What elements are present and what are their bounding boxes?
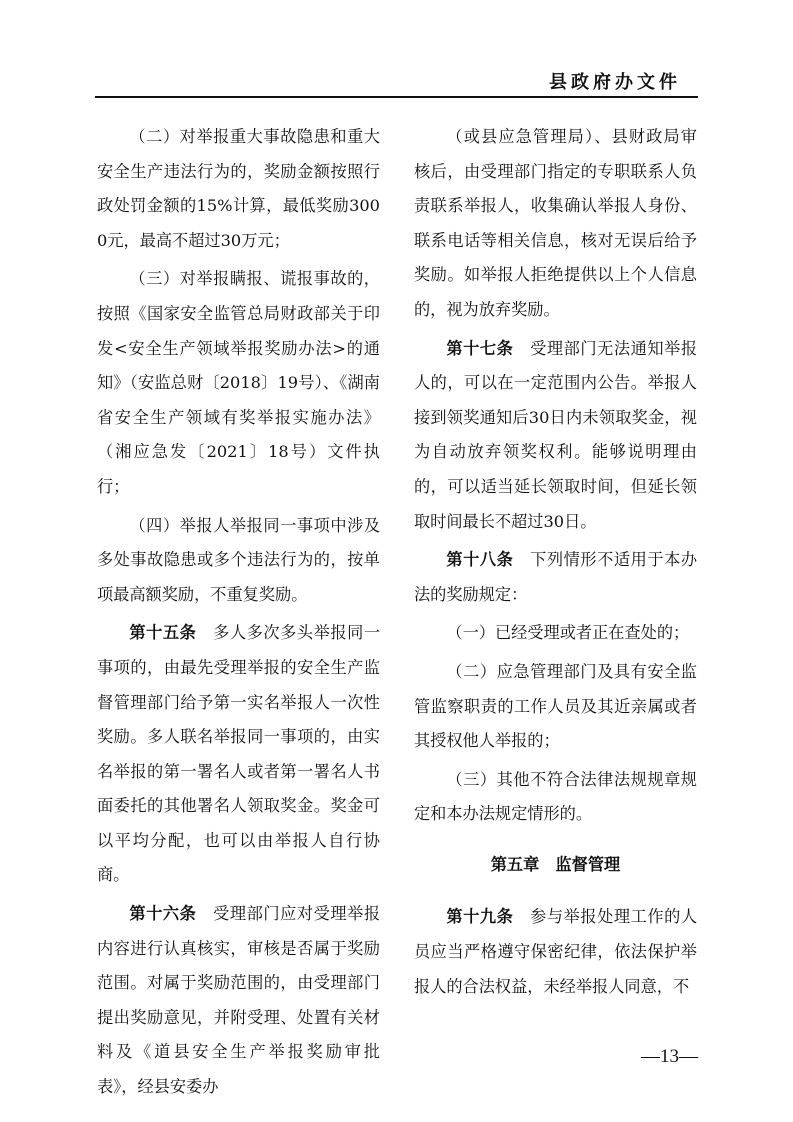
chapter-heading: 第五章 监督管理 <box>490 854 621 874</box>
exclusion-item-2: （二）应急管理部门及具有安全监管监察职责的工作人员及其近亲属或者其授权他人举报的； <box>414 661 697 751</box>
article-19-label: 第十九条 <box>446 907 514 927</box>
paragraph-item-2: （二）对举报重大事故隐患和重大安全生产违法行为的，奖励金额按照行政处罚金额的15%计算，最低奖励3000元，最高不超过30万元； <box>97 127 380 250</box>
article-18-label: 第十八条 <box>446 550 514 570</box>
paragraph-item-4: （四）举报人举报同一事项中涉及多处事故隐患或多个违法行为的，按单项最高额奖励，不重复奖励。 <box>97 515 380 604</box>
article-18 <box>414 543 697 612</box>
article-17 <box>414 332 697 540</box>
article-16-label: 第十六条 <box>129 904 197 924</box>
header-divider <box>95 96 698 98</box>
article-19-text: 参与举报处理工作的人员应当严格遵守保密纪律，依法保护举报人的合法权益，未经举报人同意，不 <box>414 907 698 996</box>
article-19 <box>414 900 697 1004</box>
exclusion-item-1: （一）已经受理或者正在查处的； <box>446 623 690 643</box>
article-17-label: 第十七条 <box>446 338 514 358</box>
article-16-text: 受理部门应对受理举报内容进行认真核实，审核是否属于奖励范围。对属于奖励范围的，由受理部门提出奖励意见，并附受理、处置有关材料及《道县安全生产举报奖励审批表》，经县安委办 <box>97 904 381 1097</box>
exclusion-item-3: （三）其他不符合法律法规规章规定和本办法规定情形的。 <box>414 769 697 824</box>
page-number: —13— <box>641 1046 698 1067</box>
document-header-title: 县政府办文件 <box>549 72 681 93</box>
article-17-text: 受理部门无法通知举报人的，可以在一定范围内公告。举报人接到领奖通知后30日内未领取奖金，视为自动放弃领奖权利。能够说明理由的，可以适当延长领取时间，但延长领取时间最长不超过30日。 <box>414 338 698 531</box>
article-18-text: 下列情形不适用于本办法的奖励规定： <box>414 550 698 604</box>
article-15-text: 多人多次多头举报同一事项的，由最先受理举报的安全生产监督管理部门给予第一实名举报人一次性奖励。多人联名举报同一事项的，由实名举报的第一署名人或者第一署名人书面委托的其他署名人领取奖金。奖金可以平均分配，也可以由举报人自行协商。 <box>97 623 381 885</box>
article-15 <box>97 616 380 893</box>
left-column <box>97 120 380 1105</box>
right-column <box>414 120 697 1004</box>
article-15-label: 第十五条 <box>129 623 197 643</box>
paragraph-item-3: （三）对举报瞒报、谎报事故的，按照《国家安全监管总局财政部关于印发<安全生产领域举报奖励办法>的通知》（安监总财〔2018〕19号）、《湖南省安全生产领域有奖举报实施办法》（湘应急发〔2021〕18号）文件执行； <box>97 269 380 496</box>
article-16 <box>97 897 380 1105</box>
article-16-continuation: （或县应急管理局）、县财政局审核后，由受理部门指定的专职联系人负责联系举报人，收集确认举报人身份、联系电话等相关信息，核对无误后给予奖励。如举报人拒绝提供以上个人信息的，视为放弃奖励。 <box>414 127 697 319</box>
